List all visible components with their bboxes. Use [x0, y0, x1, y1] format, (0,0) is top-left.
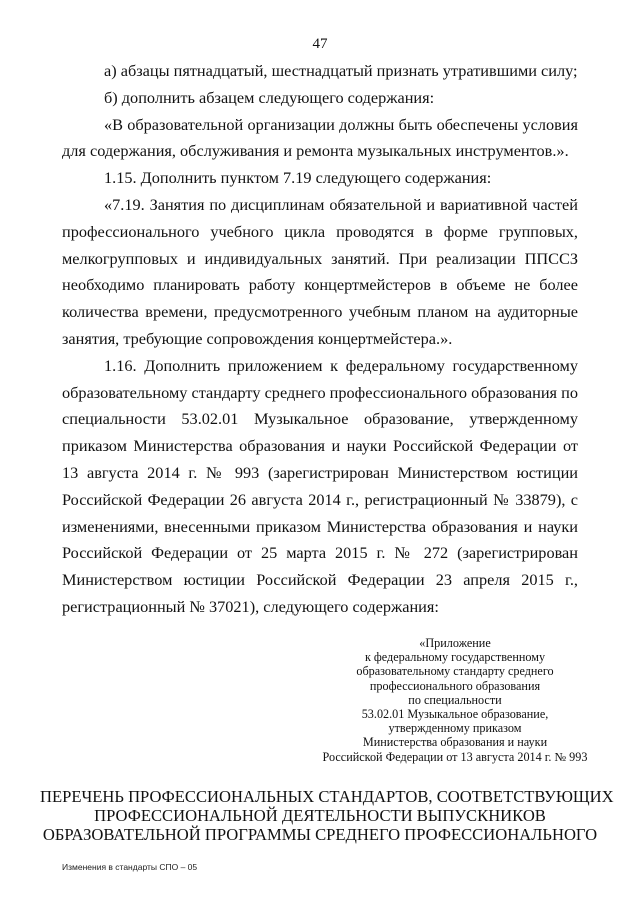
appendix-line: к федеральному государственному: [364, 650, 546, 665]
appendix-reference: [300, 636, 610, 764]
paragraph-a: а) абзацы пятнадцатый, шестнадцатый признать утратившими силу;: [104, 61, 578, 80]
appendix-line: образовательному стандарту среднего: [356, 664, 554, 679]
appendix-line: «Приложение: [419, 636, 491, 650]
paragraph-7-19: «7.19. Занятия по дисциплинам обязательной и вариативной частей профессионального учебного цикла проводятся в форме групповых, мелкогрупповых и индивидуальных занятий. При реализации ППССЗ необходимо планировать работу концертмейстеров в объеме не более количества времени, предусмотренного учебным планом на аудиторные занятия, требующие сопровождения концертмейстера.».: [62, 194, 578, 348]
body-text: [62, 58, 578, 621]
footer-note: Изменения в стандарты СПО – 05: [62, 862, 198, 872]
appendix-line: по специальности: [408, 692, 502, 707]
appendix-line: утвержденному приказом: [388, 721, 522, 736]
heading-line: ПРОФЕССИОНАЛЬНОЙ ДЕЯТЕЛЬНОСТИ ВЫПУСКНИКОВ: [94, 806, 546, 825]
paragraph-1-15: 1.15. Дополнить пунктом 7.19 следующего содержания:: [104, 168, 492, 188]
paragraph-b: б) дополнить абзацем следующего содержания:: [104, 87, 435, 107]
appendix-line: Российской Федерации от 13 августа 2014 г. № 993: [322, 749, 588, 764]
page-number: 47: [312, 36, 328, 52]
appendix-line: 53.02.01 Музыкальное образование,: [361, 707, 549, 722]
heading-line: ПЕРЕЧЕНЬ ПРОФЕССИОНАЛЬНЫХ СТАНДАРТОВ, СООТВЕТСТВУЮЩИХ: [40, 787, 614, 806]
appendix-line: профессионального образования: [369, 678, 541, 693]
paragraph-1-16: 1.16. Дополнить приложением к федеральному государственному образовательному стандарту среднего профессионального образования по специальности 53.02.01 Музыкальное образование, утвержденному приказом Министерства образования и науки Российской Федерации от 13 августа 2014 г. № 993 (зарегистрирован Министерством юстиции Российской Федерации 26 августа 2014 г., регистрационный № 33879), с изменениями, внесенными приказом Министерства образования и науки Российской Федерации от 25 марта 2015 г. № 272 (зарегистрирован Министерством юстиции Российской Федерации 23 апреля 2015 г., регистрационный № 37021), следующего содержания:: [62, 355, 578, 616]
paragraph-quote-conditions: «В образовательной организации должны быть обеспечены условия для содержания, обслуживания и ремонта музыкальных инструментов.».: [62, 114, 578, 161]
appendix-line: Министерства образования и науки: [362, 735, 548, 750]
heading-line: ОБРАЗОВАТЕЛЬНОЙ ПРОГРАММЫ СРЕДНЕГО ПРОФЕССИОНАЛЬНОГО: [42, 825, 598, 844]
section-heading: [40, 787, 614, 844]
